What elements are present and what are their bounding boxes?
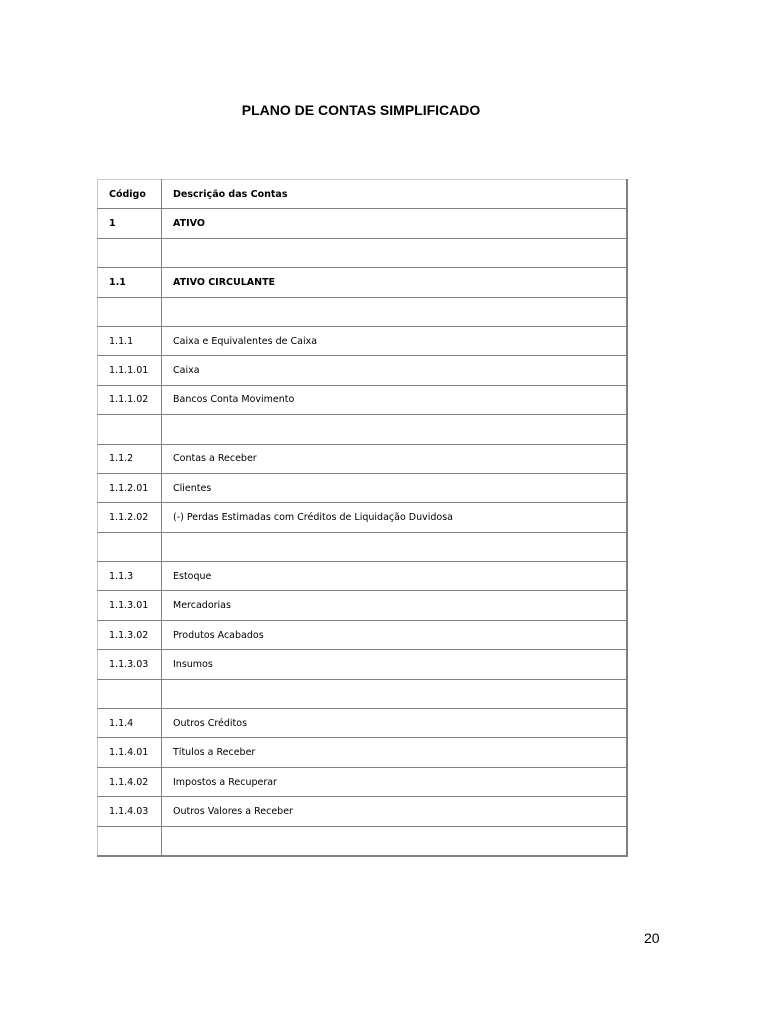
table-row bbox=[98, 385, 627, 414]
account-code-cell: 1.1.3.03 bbox=[98, 650, 162, 679]
table-row bbox=[98, 209, 627, 238]
table-row bbox=[98, 415, 627, 444]
table-row bbox=[98, 326, 627, 355]
account-description-cell: Estoque bbox=[162, 562, 627, 591]
table-row bbox=[98, 356, 627, 385]
table-row bbox=[98, 444, 627, 473]
table-row bbox=[98, 591, 627, 620]
account-description-cell bbox=[162, 415, 627, 444]
table-row bbox=[98, 797, 627, 826]
account-code-cell: 1.1.2 bbox=[98, 444, 162, 473]
table-row bbox=[98, 532, 627, 561]
account-code-cell: 1.1.2.02 bbox=[98, 503, 162, 532]
page-number: 20 bbox=[644, 930, 660, 946]
account-code-cell: 1.1.3.02 bbox=[98, 620, 162, 649]
page-title: PLANO DE CONTAS SIMPLIFICADO bbox=[241, 102, 481, 118]
account-code-cell bbox=[98, 679, 162, 708]
table-row bbox=[98, 650, 627, 679]
account-code-cell: 1 bbox=[98, 209, 162, 238]
account-description-cell bbox=[162, 532, 627, 561]
account-code-cell bbox=[98, 297, 162, 326]
account-description-cell: ATIVO CIRCULANTE bbox=[162, 268, 627, 297]
account-code-cell bbox=[98, 826, 162, 856]
table-row bbox=[98, 268, 627, 297]
account-code-cell: 1.1.4.03 bbox=[98, 797, 162, 826]
account-description-cell: Outros Valores a Receber bbox=[162, 797, 627, 826]
table-row bbox=[98, 826, 627, 856]
table-row bbox=[98, 238, 627, 267]
account-code-cell bbox=[98, 238, 162, 267]
account-description-cell: Contas a Receber bbox=[162, 444, 627, 473]
account-code-cell bbox=[98, 532, 162, 561]
table-row bbox=[98, 738, 627, 767]
account-description-cell: Caixa bbox=[162, 356, 627, 385]
header-description: Descrição das Contas bbox=[162, 180, 627, 209]
accounts-table bbox=[97, 179, 628, 857]
table-row bbox=[98, 679, 627, 708]
account-description-cell: Títulos a Receber bbox=[162, 738, 627, 767]
account-code-cell: 1.1.1.02 bbox=[98, 385, 162, 414]
table-row bbox=[98, 709, 627, 738]
account-code-cell: 1.1 bbox=[98, 268, 162, 297]
account-description-cell: Impostos a Recuperar bbox=[162, 767, 627, 796]
accounts-table-body bbox=[98, 180, 627, 856]
account-description-cell: (-) Perdas Estimadas com Créditos de Liquidação Duvidosa bbox=[162, 503, 627, 532]
table-row bbox=[98, 503, 627, 532]
table-row bbox=[98, 297, 627, 326]
account-code-cell: 1.1.1 bbox=[98, 326, 162, 355]
account-code-cell: 1.1.4.01 bbox=[98, 738, 162, 767]
table-header-row bbox=[98, 180, 627, 209]
account-code-cell bbox=[98, 415, 162, 444]
account-description-cell: Mercadorias bbox=[162, 591, 627, 620]
table-row bbox=[98, 562, 627, 591]
account-description-cell: Insumos bbox=[162, 650, 627, 679]
account-description-cell bbox=[162, 679, 627, 708]
account-code-cell: 1.1.3.01 bbox=[98, 591, 162, 620]
table-row bbox=[98, 620, 627, 649]
account-description-cell: Clientes bbox=[162, 473, 627, 502]
account-description-cell: ATIVO bbox=[162, 209, 627, 238]
account-code-cell: 1.1.4 bbox=[98, 709, 162, 738]
account-description-cell bbox=[162, 297, 627, 326]
account-description-cell bbox=[162, 238, 627, 267]
account-code-cell: 1.1.1.01 bbox=[98, 356, 162, 385]
table-row bbox=[98, 767, 627, 796]
account-code-cell: 1.1.3 bbox=[98, 562, 162, 591]
account-description-cell bbox=[162, 826, 627, 856]
account-description-cell: Bancos Conta Movimento bbox=[162, 385, 627, 414]
account-code-cell: 1.1.4.02 bbox=[98, 767, 162, 796]
header-code: Código bbox=[98, 180, 162, 209]
account-description-cell: Outros Créditos bbox=[162, 709, 627, 738]
table-row bbox=[98, 473, 627, 502]
account-code-cell: 1.1.2.01 bbox=[98, 473, 162, 502]
account-description-cell: Produtos Acabados bbox=[162, 620, 627, 649]
account-description-cell: Caixa e Equivalentes de Caixa bbox=[162, 326, 627, 355]
